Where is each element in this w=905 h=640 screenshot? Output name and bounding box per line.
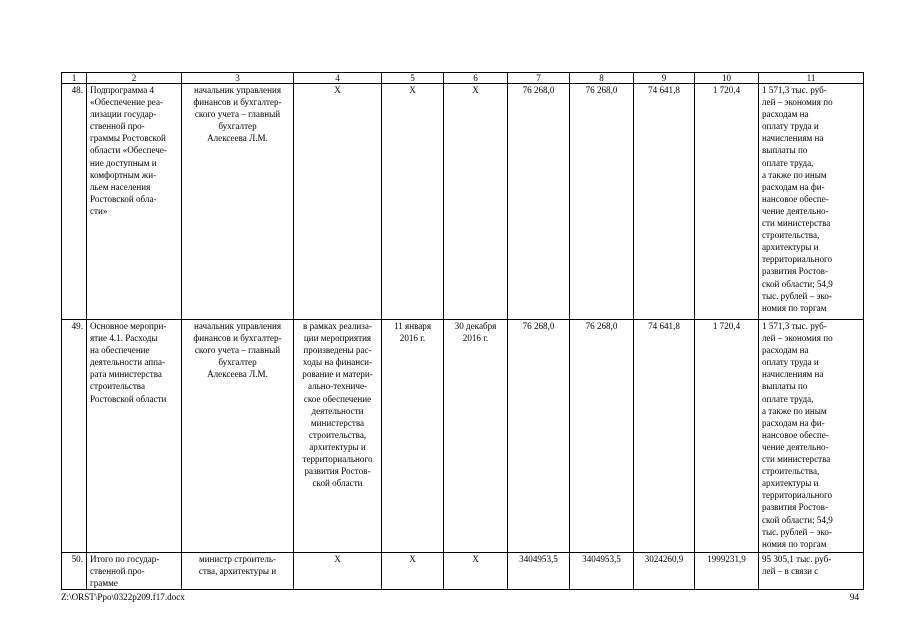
column-number-row [62,73,864,84]
responsible-person: начальник управления финансов и бухгалтер- ского учета – главный бухгалтер Алексеева Л.М. [182,320,294,553]
amount-actual: 3024260,9 [634,553,695,590]
responsible-person: министр строитель- ства, архитектуры и [182,553,294,590]
amount-budget: 76 268,0 [570,320,634,553]
result-description: Х [294,84,382,320]
column-number: 3 [182,73,294,84]
report-table [61,72,864,590]
row-number: 50. [62,553,87,590]
program-name: Итого по государ- ственной про- грамме [87,553,182,590]
amount-actual: 74 641,8 [634,84,695,320]
page-number: 94 [849,592,859,602]
table-row [62,84,864,320]
file-path: Z:\ORST\Ppo\0322p209.f17.docx [61,592,185,602]
column-number: 11 [759,73,864,84]
end-date: 30 декабря 2016 г. [444,320,508,553]
amount-contracted: 1999231,9 [695,553,759,590]
table-row [62,320,864,553]
start-date: 11 января 2016 г. [382,320,444,553]
note: 1 571,3 тыс. руб- лей – экономия по расходам на оплату труда и начислениям на выплаты по оплате труда, а также по иным расходам на фи- нансовое обеспе- чение деятельно- сти министерства строительства, архитектуры и территориального развития Ростов- ской области; 54,9 тыс. рублей – эко- номия по торгам [759,320,864,553]
column-number: 4 [294,73,382,84]
column-number: 2 [87,73,182,84]
note: 95 305,1 тыс. руб- лей – в связи с [759,553,864,590]
end-date: Х [444,84,508,320]
column-number: 9 [634,73,695,84]
column-number: 1 [62,73,87,84]
start-date: Х [382,84,444,320]
result-description: Х [294,553,382,590]
amount-budget: 76 268,0 [570,84,634,320]
responsible-person: начальник управления финансов и бухгалтер- ского учета – главный бухгалтер Алексеева Л.М. [182,84,294,320]
amount-budget: 3404953,5 [570,553,634,590]
program-name: Основное меропри- ятие 4.1. Расходы на обеспечение деятельности аппа- рата министерства строительства Ростовской области [87,320,182,553]
amount-actual: 74 641,8 [634,320,695,553]
column-number: 8 [570,73,634,84]
page-footer [61,591,863,603]
row-number: 48. [62,84,87,320]
column-number: 5 [382,73,444,84]
program-name: Подпрограмма 4 «Обеспечение реа- лизации государ- ственной про- граммы Ростовской области «Обеспече- ние доступным и комфортным жи- льем населения Ростовской обла- сти» [87,84,182,320]
end-date: Х [444,553,508,590]
column-number: 10 [695,73,759,84]
amount-contracted: 1 720,4 [695,84,759,320]
amount-planned: 76 268,0 [508,320,570,553]
start-date: Х [382,553,444,590]
amount-contracted: 1 720,4 [695,320,759,553]
row-number: 49. [62,320,87,553]
table-row [62,553,864,590]
amount-planned: 76 268,0 [508,84,570,320]
amount-planned: 3404953,5 [508,553,570,590]
column-number: 7 [508,73,570,84]
note: 1 571,3 тыс. руб- лей – экономия по расходам на оплату труда и начислениям на выплаты по оплате труда, а также по иным расходам на фи- нансовое обеспе- чение деятельно- сти министерства строительства, архитектуры и территориального развития Ростов- ской области; 54,9 тыс. рублей – эко- номия по торгам [759,84,864,320]
column-number: 6 [444,73,508,84]
result-description: в рамках реализа- ции мероприятия произведены рас- ходы на финанси- рование и матери- ально-техниче- ское обеспечение деятельности министерства строительства, архитектуры и территориального развития Ростов- ской области [294,320,382,553]
